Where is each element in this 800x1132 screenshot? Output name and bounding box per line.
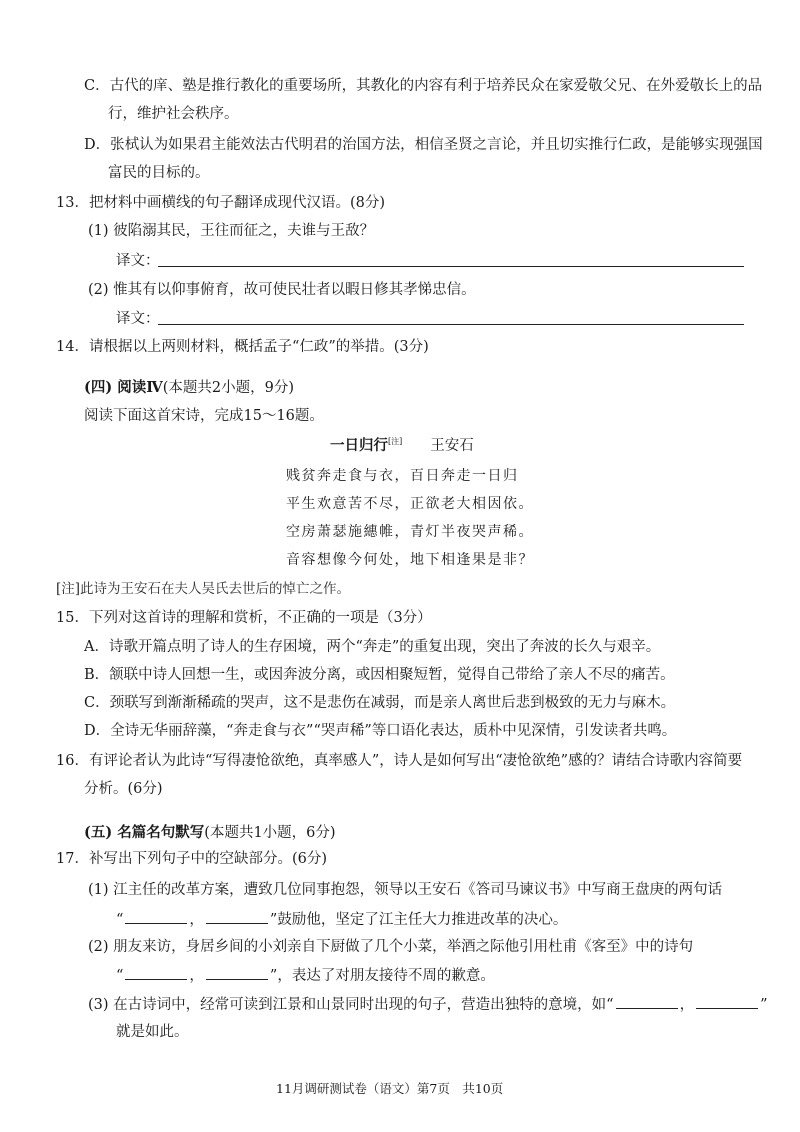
q16-stem-line1: 16．有评论者认为此诗“写得凄怆欲绝，真率感人”，诗人是如何写出“凄怆欲绝”感的？请结合诗歌内容简要 (56, 753, 743, 769)
close-quote: ” (269, 968, 278, 984)
q13-sentence-1: (1) 彼陷溺其民，王往而征之，夫谁与王敌？ (88, 223, 375, 239)
open-quote: “ (116, 912, 124, 928)
q17-item-1-blank-2[interactable] (206, 909, 268, 924)
q13-answer-line-2[interactable] (158, 324, 744, 325)
q15-option-b: B．颔联中诗人回想一生，或因奔波分离，或因相聚短暂，觉得自己带给了亲人不尽的痛苦。 (84, 667, 675, 683)
comma: ， (679, 997, 695, 1013)
q12-option-d-line2: 富民的目标的。 (108, 165, 210, 181)
q12-option-c-line1: C．古代的庠、塾是推行教化的重要场所，其教化的内容有利于培养民众在家爱敬父兄、在外爱敬长上的品 (84, 78, 763, 94)
q17-item-3-line1 (88, 994, 768, 1015)
q16-stem-line2: 分析。(6分) (84, 781, 163, 797)
q13-sentence-2: (2) 惟其有以仰事俯育，故可使民壮者以暇日修其孝悌忠信。 (88, 282, 476, 298)
poem-line-3: 空房萧瑟施繐帷，青灯半夜哭声稀。 (286, 524, 534, 540)
section-5-meta: (本题共1小题，6分) (204, 825, 336, 841)
q13-stem: 13．把材料中画横线的句子翻译成现代汉语。(8分) (56, 195, 385, 211)
q17-item-2-blank-1[interactable] (125, 965, 187, 980)
section-5-heading (84, 823, 336, 843)
poem-author: 王安石 (430, 438, 474, 454)
comma: ， (189, 968, 204, 984)
section-4-meta: (本题共2小题，9分) (162, 380, 294, 396)
q15-stem: 15．下列对这首诗的理解和赏析，不正确的一项是（3分） (56, 610, 432, 626)
close-quote: ” (760, 997, 768, 1013)
q17-stem: 17．补写出下列句子中的空缺部分。(6分) (56, 851, 327, 867)
q14-stem: 14．请根据以上两则材料，概括孟子“仁政”的举措。(3分) (56, 339, 429, 355)
q17-item-1-line2 (116, 909, 567, 930)
section-5-title: (五) 名篇名句默写 (84, 824, 205, 841)
q13-answer-label-2: 译文： (116, 311, 160, 327)
comma: ， (189, 912, 204, 928)
section-4-heading (84, 378, 294, 398)
q15-option-d: D．全诗无华丽辞藻，“奔走食与衣”“哭声稀”等口语化表达，质朴中见深情，引发读者共鸣。 (84, 723, 677, 739)
close-quote: ” (269, 912, 278, 928)
q17-item-2-tail: ，表达了对朋友接待不周的歉意。 (277, 968, 495, 984)
poem-line-4: 音容想像今何处，地下相逢果是非？ (286, 552, 534, 568)
page-footer: 11月调研测试卷（语文）第7页 共10页 (276, 1081, 504, 1096)
poem-line-1: 贱贫奔走食与衣，百日奔走一日归 (286, 468, 519, 484)
section-4-title: (四) 阅读Ⅳ (84, 379, 163, 396)
poem-title: 一日归行 (330, 437, 388, 454)
q13-answer-label-1: 译文： (116, 253, 160, 269)
q17-item-2-line1: (2) 朋友来访，身居乡间的小刘亲自下厨做了几个小菜，举酒之际他引用杜甫《客至》中的诗句 (88, 939, 694, 955)
poem-note: [注]此诗为王安石在夫人吴氏去世后的悼亡之作。 (56, 581, 351, 597)
q17-item-2-line2 (116, 965, 495, 986)
q13-answer-line-1[interactable] (158, 266, 744, 267)
open-quote: “ (606, 997, 614, 1013)
q17-item-1-line1: (1) 江主任的改革方案，遭致几位同事抱怨，领导以王安石《答司马谏议书》中写商王盘庚的两句话 (88, 882, 723, 898)
q17-item-3-text: (3) 在古诗词中，经常可读到江景和山景同时出现的句子，营造出独特的意境，如 (88, 997, 607, 1013)
q17-item-3-blank-2[interactable] (696, 994, 758, 1009)
q17-item-2-blank-2[interactable] (206, 965, 268, 980)
q17-item-3-line2: 就是如此。 (116, 1024, 189, 1040)
q17-item-1-blank-1[interactable] (125, 909, 187, 924)
section-4-intro: 阅读下面这首宋诗，完成15～16题。 (84, 408, 324, 424)
poem-note-mark: [注] (388, 437, 403, 447)
q15-option-a: A．诗歌开篇点明了诗人的生存困境，两个“奔走”的重复出现，突出了奔波的长久与艰辛。 (84, 639, 661, 655)
q15-option-c: C．颈联写到渐渐稀疏的哭声，这不是悲伤在减弱，而是亲人离世后悲到极致的无力与麻木。 (84, 695, 676, 711)
q17-item-1-tail: 鼓励他，坚定了江主任大力推进改革的决心。 (277, 912, 568, 928)
q12-option-c-line2: 行，维护社会秩序。 (108, 106, 239, 122)
open-quote: “ (116, 968, 124, 984)
poem-line-2: 平生欢意苦不尽，正欲老大相因依。 (286, 496, 534, 512)
q17-item-3-blank-1[interactable] (616, 994, 678, 1009)
poem-title-line (330, 436, 474, 456)
q12-option-d-line1: D．张栻认为如果君主能效法古代明君的治国方法，相信圣贤之言论，并且切实推行仁政，是能够实现强国 (84, 137, 763, 153)
